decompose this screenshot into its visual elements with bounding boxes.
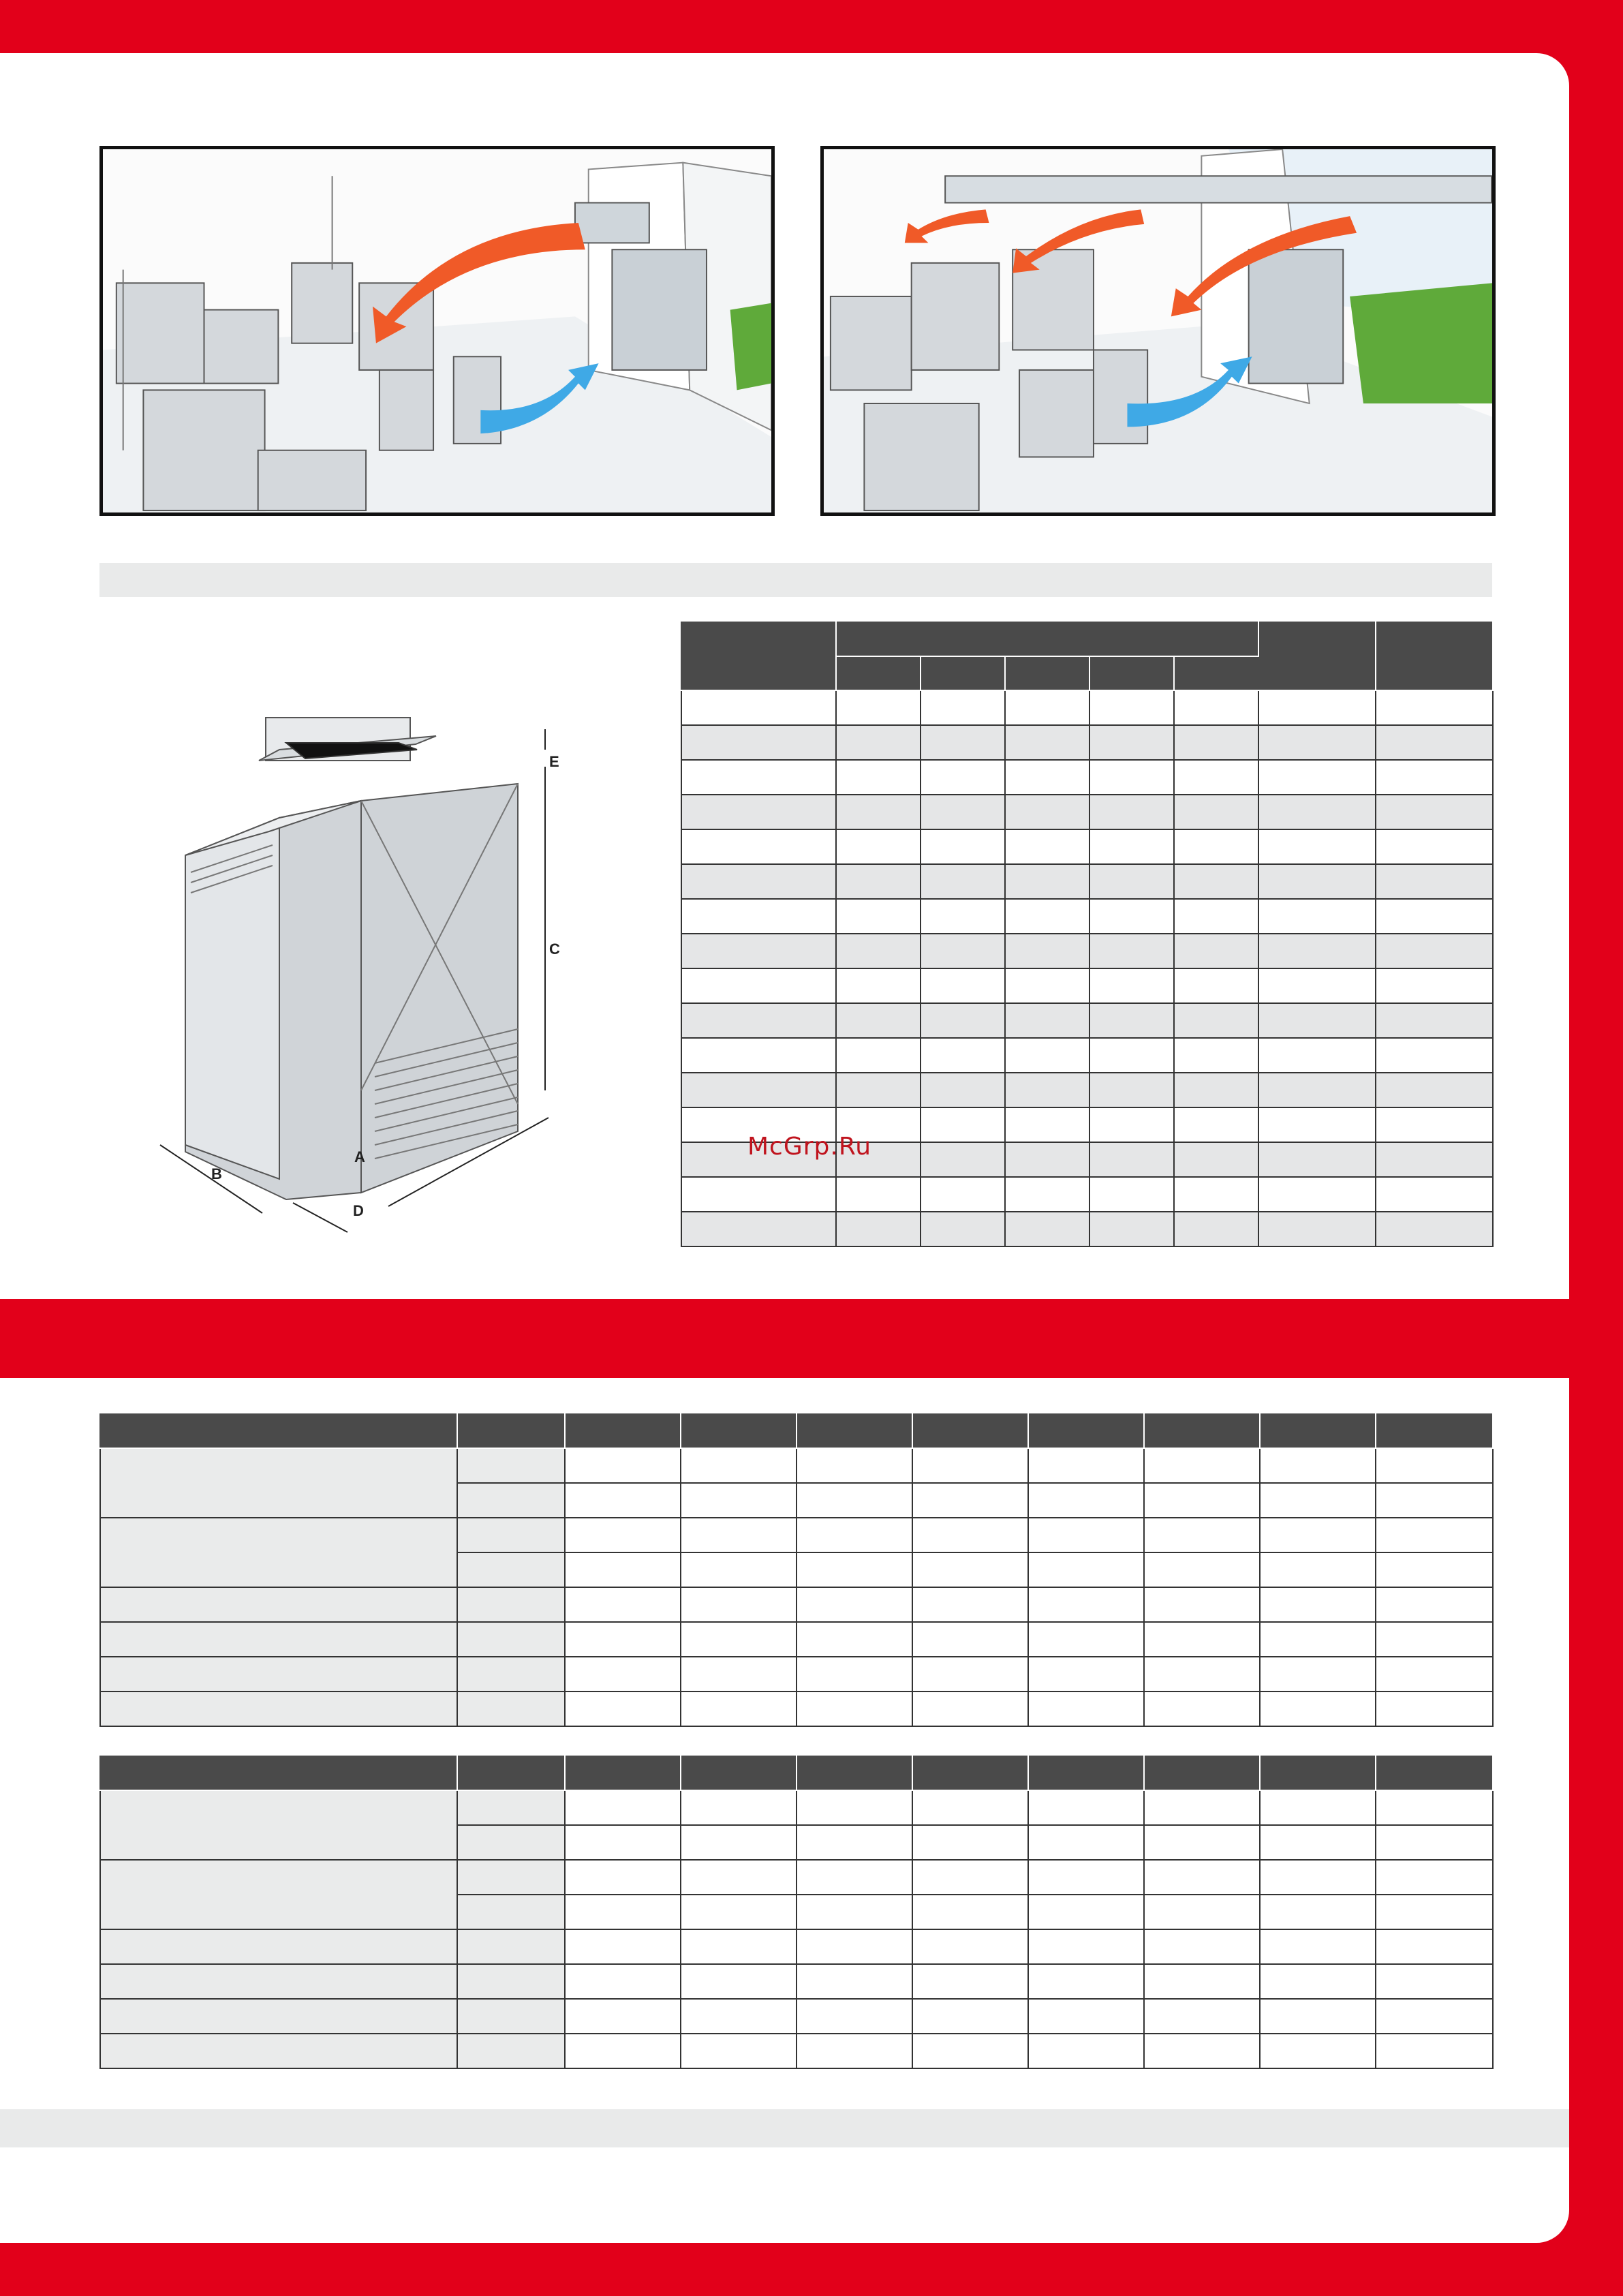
table-row	[681, 934, 1493, 968]
dimension-label-b: B	[211, 1165, 222, 1182]
header-cell	[836, 622, 1258, 656]
table-row	[100, 1587, 1493, 1622]
table-row	[681, 760, 1493, 795]
header-cell	[1376, 622, 1493, 690]
table-row	[681, 1003, 1493, 1038]
table-row	[681, 1038, 1493, 1073]
specification-table-2	[99, 1756, 1494, 2069]
installation-illustration-single-duct	[99, 146, 775, 516]
section-header-strip	[99, 563, 1492, 597]
table-header-row	[100, 1414, 1493, 1448]
table-header-row	[681, 622, 1493, 656]
table-row	[100, 1622, 1493, 1657]
installation-illustration-distributed-duct	[820, 146, 1496, 516]
footer-strip	[0, 2109, 1569, 2147]
header-cell	[681, 622, 836, 690]
table-row	[100, 1964, 1493, 1999]
table-row	[100, 1448, 1493, 1483]
dimension-label-d: D	[353, 1202, 364, 1219]
table-row	[100, 2034, 1493, 2068]
dimension-label-c: C	[549, 940, 560, 958]
table-row	[681, 1177, 1493, 1212]
subheader-cell	[836, 656, 921, 690]
table-row	[100, 1790, 1493, 1825]
table-row	[100, 1929, 1493, 1964]
table-row	[681, 829, 1493, 864]
table-header-row	[100, 1756, 1493, 1790]
dimension-label-a: A	[354, 1148, 365, 1165]
table-row	[681, 1212, 1493, 1246]
table-row	[681, 725, 1493, 760]
table-row	[100, 1999, 1493, 2034]
table-row	[100, 1692, 1493, 1726]
table-row	[681, 968, 1493, 1003]
dimension-label-e: E	[549, 753, 559, 770]
subheader-cell	[1005, 656, 1089, 690]
header-cell	[1258, 622, 1376, 690]
specification-table-1	[99, 1413, 1494, 1727]
table-row	[100, 1860, 1493, 1895]
subheader-cell	[1174, 656, 1258, 690]
table-row	[100, 1657, 1493, 1692]
table-row	[100, 1518, 1493, 1552]
unit-dimension-drawing	[150, 709, 572, 1240]
watermark-text: McGrp.Ru	[747, 1133, 872, 1161]
table-row	[681, 1073, 1493, 1107]
subheader-cell	[921, 656, 1005, 690]
table-row	[681, 690, 1493, 725]
table-row	[681, 864, 1493, 899]
section-divider-band	[0, 1299, 1569, 1378]
table-row	[681, 899, 1493, 934]
subheader-cell	[1089, 656, 1174, 690]
table-row	[681, 795, 1493, 829]
